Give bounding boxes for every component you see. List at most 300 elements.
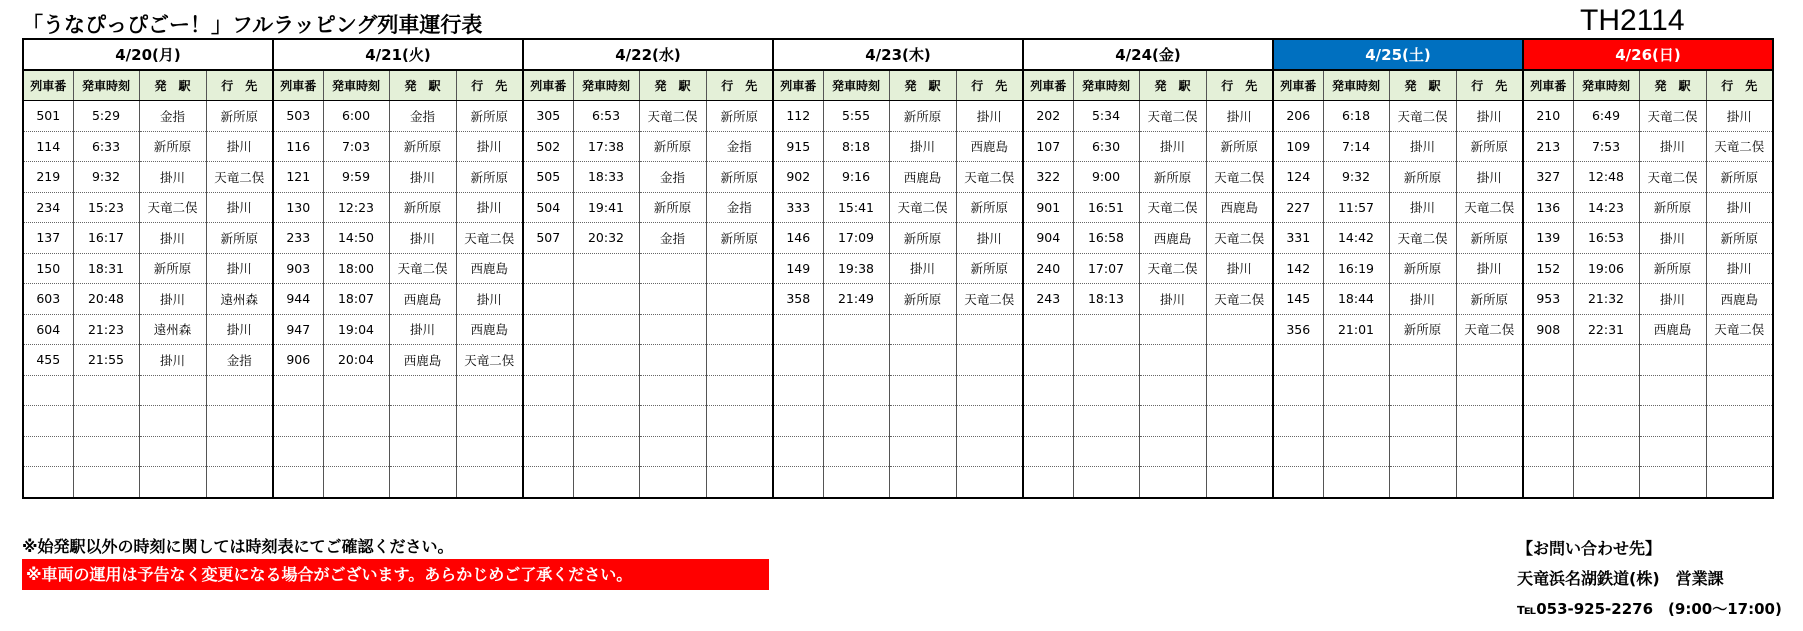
table-cell: 新所原 xyxy=(956,192,1023,223)
table-cell: 新所原 xyxy=(206,223,273,254)
table-cell: 天竜二俣 xyxy=(1139,192,1206,223)
table-cell xyxy=(1073,436,1139,467)
table-cell: 天竜二俣 xyxy=(1706,314,1773,345)
contact-heading: 【お問い合わせ先】 xyxy=(1517,539,1662,558)
table-cell: 金指 xyxy=(639,223,706,254)
table-cell: 掛川 xyxy=(1389,131,1456,162)
table-cell xyxy=(73,375,139,406)
day-header: 4/22(水) xyxy=(523,39,773,70)
table-cell: 603 xyxy=(23,284,73,315)
table-cell xyxy=(1206,436,1273,467)
table-cell: 502 xyxy=(523,131,573,162)
table-cell xyxy=(956,345,1023,376)
table-cell xyxy=(823,406,889,437)
table-cell: 掛川 xyxy=(456,284,523,315)
table-cell: 109 xyxy=(1273,131,1323,162)
table-cell xyxy=(1456,467,1523,498)
table-cell: 953 xyxy=(1523,284,1573,315)
table-cell xyxy=(706,375,773,406)
table-cell xyxy=(823,314,889,345)
table-cell: 915 xyxy=(773,131,823,162)
table-cell xyxy=(889,345,956,376)
table-cell xyxy=(706,345,773,376)
table-cell: 213 xyxy=(1523,131,1573,162)
table-cell xyxy=(639,436,706,467)
table-cell xyxy=(23,375,73,406)
table-cell: 21:32 xyxy=(1573,284,1639,315)
table-cell: 新所原 xyxy=(956,253,1023,284)
table-cell xyxy=(1706,345,1773,376)
table-cell: 新所原 xyxy=(706,223,773,254)
table-cell xyxy=(956,314,1023,345)
table-cell xyxy=(573,467,639,498)
table-cell xyxy=(1706,406,1773,437)
table-cell: 604 xyxy=(23,314,73,345)
table-cell: 新所原 xyxy=(639,192,706,223)
day-header: 4/23(木) xyxy=(773,39,1023,70)
table-cell: 356 xyxy=(1273,314,1323,345)
table-cell: 107 xyxy=(1023,131,1073,162)
table-cell xyxy=(773,406,823,437)
table-cell: 天竜二俣 xyxy=(1139,101,1206,132)
table-cell: 掛川 xyxy=(1639,131,1706,162)
table-cell xyxy=(73,406,139,437)
table-cell: 新所原 xyxy=(889,223,956,254)
table-cell: 掛川 xyxy=(206,131,273,162)
table-cell: 西鹿島 xyxy=(456,314,523,345)
table-cell xyxy=(573,253,639,284)
table-cell: 西鹿島 xyxy=(1706,284,1773,315)
table-row xyxy=(23,253,1773,284)
table-cell xyxy=(1323,436,1389,467)
table-cell xyxy=(1639,375,1706,406)
table-row xyxy=(23,314,1773,345)
column-header: 行 先 xyxy=(1706,70,1773,101)
table-cell xyxy=(1273,345,1323,376)
table-cell xyxy=(206,406,273,437)
table-cell xyxy=(773,314,823,345)
table-cell: 17:09 xyxy=(823,223,889,254)
table-cell: 20:48 xyxy=(73,284,139,315)
table-cell xyxy=(389,436,456,467)
table-cell: 19:41 xyxy=(573,192,639,223)
table-cell: 15:41 xyxy=(823,192,889,223)
table-row xyxy=(23,223,1773,254)
table-cell: 掛川 xyxy=(206,314,273,345)
table-cell xyxy=(456,436,523,467)
table-cell xyxy=(706,436,773,467)
table-cell xyxy=(323,436,389,467)
table-cell: 新所原 xyxy=(206,101,273,132)
table-cell: 天竜二俣 xyxy=(1639,101,1706,132)
table-cell: 天竜二俣 xyxy=(1206,223,1273,254)
table-cell: 6:18 xyxy=(1323,101,1389,132)
column-header: 列車番 xyxy=(1523,70,1573,101)
table-cell xyxy=(23,436,73,467)
table-cell xyxy=(1073,314,1139,345)
table-cell xyxy=(1273,436,1323,467)
table-cell: 新所原 xyxy=(1639,192,1706,223)
table-cell xyxy=(1139,375,1206,406)
table-cell: 902 xyxy=(773,162,823,193)
column-header: 発 駅 xyxy=(889,70,956,101)
table-cell xyxy=(1273,467,1323,498)
table-cell: 243 xyxy=(1023,284,1073,315)
table-cell xyxy=(523,406,573,437)
table-cell: 944 xyxy=(273,284,323,315)
table-cell xyxy=(273,467,323,498)
table-cell xyxy=(1389,406,1456,437)
table-cell: 12:48 xyxy=(1573,162,1639,193)
table-cell: 掛川 xyxy=(139,223,206,254)
table-row xyxy=(23,162,1773,193)
table-cell xyxy=(1639,467,1706,498)
table-cell xyxy=(1023,467,1073,498)
table-cell: 掛川 xyxy=(1139,284,1206,315)
table-cell: 14:42 xyxy=(1323,223,1389,254)
table-cell: 17:07 xyxy=(1073,253,1139,284)
table-cell xyxy=(523,253,573,284)
table-row xyxy=(23,345,1773,376)
table-cell: 金指 xyxy=(389,101,456,132)
table-row xyxy=(23,436,1773,467)
table-cell: 新所原 xyxy=(1389,162,1456,193)
day-header: 4/26(日) xyxy=(1523,39,1773,70)
table-cell xyxy=(273,375,323,406)
table-cell: 新所原 xyxy=(889,101,956,132)
table-cell: 西鹿島 xyxy=(456,253,523,284)
table-cell: 146 xyxy=(773,223,823,254)
table-cell xyxy=(139,436,206,467)
table-cell: 掛川 xyxy=(206,192,273,223)
column-header: 発 駅 xyxy=(139,70,206,101)
table-cell xyxy=(823,436,889,467)
column-header: 列車番 xyxy=(1273,70,1323,101)
contact-org: 天竜浜名湖鉄道(株) 営業課 xyxy=(1517,569,1724,588)
column-header: 行 先 xyxy=(206,70,273,101)
table-cell xyxy=(706,406,773,437)
table-cell xyxy=(1023,406,1073,437)
table-cell: 天竜二俣 xyxy=(1456,192,1523,223)
table-cell: 9:16 xyxy=(823,162,889,193)
table-cell: 6:00 xyxy=(323,101,389,132)
table-cell: 904 xyxy=(1023,223,1073,254)
table-cell: 天竜二俣 xyxy=(139,192,206,223)
day-header: 4/21(火) xyxy=(273,39,523,70)
table-cell xyxy=(773,467,823,498)
table-cell xyxy=(1139,467,1206,498)
table-cell: 455 xyxy=(23,345,73,376)
table-cell: 17:38 xyxy=(573,131,639,162)
table-cell: 219 xyxy=(23,162,73,193)
table-cell xyxy=(206,467,273,498)
table-cell xyxy=(1139,406,1206,437)
table-row xyxy=(23,284,1773,315)
table-cell xyxy=(1206,375,1273,406)
table-cell: 20:04 xyxy=(323,345,389,376)
table-row xyxy=(23,131,1773,162)
table-cell xyxy=(1139,345,1206,376)
table-cell: 新所原 xyxy=(1139,162,1206,193)
table-cell xyxy=(573,406,639,437)
table-cell: 139 xyxy=(1523,223,1573,254)
table-cell: 18:13 xyxy=(1073,284,1139,315)
table-cell xyxy=(639,406,706,437)
table-cell: 16:17 xyxy=(73,223,139,254)
column-header: 列車番 xyxy=(773,70,823,101)
table-cell xyxy=(639,284,706,315)
table-cell xyxy=(206,436,273,467)
table-cell: 121 xyxy=(273,162,323,193)
table-cell xyxy=(1573,345,1639,376)
table-cell: 7:53 xyxy=(1573,131,1639,162)
table-cell xyxy=(639,314,706,345)
table-cell: 16:19 xyxy=(1323,253,1389,284)
table-cell xyxy=(1639,345,1706,376)
table-cell: 掛川 xyxy=(206,253,273,284)
column-header-row xyxy=(23,70,1773,101)
table-cell xyxy=(1456,436,1523,467)
table-cell: 305 xyxy=(523,101,573,132)
page-title: 「うなぴっぴごー！」フルラッピング列車運行表 xyxy=(22,13,483,37)
table-cell: 20:32 xyxy=(573,223,639,254)
table-cell xyxy=(206,375,273,406)
table-cell xyxy=(323,406,389,437)
table-cell xyxy=(1389,375,1456,406)
table-cell: 掛川 xyxy=(456,192,523,223)
table-cell xyxy=(73,436,139,467)
table-cell xyxy=(1323,406,1389,437)
table-cell: 6:49 xyxy=(1573,101,1639,132)
table-cell: 西鹿島 xyxy=(389,284,456,315)
table-cell: 天竜二俣 xyxy=(1389,101,1456,132)
table-cell xyxy=(456,406,523,437)
table-cell: 234 xyxy=(23,192,73,223)
table-cell: 18:07 xyxy=(323,284,389,315)
table-cell: 142 xyxy=(1273,253,1323,284)
table-cell xyxy=(1023,375,1073,406)
table-cell xyxy=(1206,314,1273,345)
table-cell: 天竜二俣 xyxy=(206,162,273,193)
table-cell: 19:38 xyxy=(823,253,889,284)
table-cell: 新所原 xyxy=(1456,131,1523,162)
table-cell: 天竜二俣 xyxy=(1456,314,1523,345)
table-cell: 5:34 xyxy=(1073,101,1139,132)
table-cell xyxy=(1573,375,1639,406)
table-cell: 947 xyxy=(273,314,323,345)
contact-block xyxy=(1517,534,1782,624)
table-cell xyxy=(773,345,823,376)
table-cell xyxy=(1023,345,1073,376)
table-cell xyxy=(706,467,773,498)
table-cell: 天竜二俣 xyxy=(956,284,1023,315)
table-cell: 掛川 xyxy=(956,223,1023,254)
table-cell: 天竜二俣 xyxy=(1639,162,1706,193)
table-cell xyxy=(389,406,456,437)
table-cell: 新所原 xyxy=(1706,223,1773,254)
table-cell: 金指 xyxy=(706,192,773,223)
table-cell: 240 xyxy=(1023,253,1073,284)
table-cell xyxy=(823,375,889,406)
table-cell xyxy=(523,375,573,406)
table-cell xyxy=(889,406,956,437)
day-header: 4/24(金) xyxy=(1023,39,1273,70)
table-cell: 358 xyxy=(773,284,823,315)
table-cell xyxy=(639,375,706,406)
table-cell: 掛川 xyxy=(139,162,206,193)
schedule-code: TH2114 xyxy=(1580,4,1685,37)
table-cell: 227 xyxy=(1273,192,1323,223)
table-row xyxy=(23,406,1773,437)
table-cell: 西鹿島 xyxy=(1139,223,1206,254)
table-cell: 掛川 xyxy=(889,131,956,162)
table-cell xyxy=(1573,467,1639,498)
table-cell: 西鹿島 xyxy=(956,131,1023,162)
table-cell: 金指 xyxy=(639,162,706,193)
table-cell xyxy=(639,253,706,284)
day-header: 4/20(月) xyxy=(23,39,273,70)
table-cell xyxy=(1139,314,1206,345)
table-cell: 149 xyxy=(773,253,823,284)
table-cell xyxy=(1273,375,1323,406)
column-header: 列車番 xyxy=(1023,70,1073,101)
table-cell: 18:33 xyxy=(573,162,639,193)
table-cell: 903 xyxy=(273,253,323,284)
table-cell: 新所原 xyxy=(389,192,456,223)
table-cell xyxy=(23,406,73,437)
table-cell: 新所原 xyxy=(1456,223,1523,254)
table-cell xyxy=(1523,375,1573,406)
table-cell xyxy=(523,314,573,345)
table-cell xyxy=(706,253,773,284)
table-cell: 116 xyxy=(273,131,323,162)
table-cell xyxy=(1323,345,1389,376)
table-cell: 22:31 xyxy=(1573,314,1639,345)
table-cell: 金指 xyxy=(706,131,773,162)
table-cell: 新所原 xyxy=(889,284,956,315)
table-cell: 11:57 xyxy=(1323,192,1389,223)
note-change-warning: ※車両の運用は予告なく変更になる場合がございます。あらかじめご了承ください。 xyxy=(22,559,769,590)
table-cell: 西鹿島 xyxy=(389,345,456,376)
table-cell: 7:14 xyxy=(1323,131,1389,162)
table-cell: 掛川 xyxy=(389,162,456,193)
table-cell: 掛川 xyxy=(956,101,1023,132)
table-cell: 掛川 xyxy=(1456,253,1523,284)
table-cell: 天竜二俣 xyxy=(1706,131,1773,162)
column-header: 発車時刻 xyxy=(323,70,389,101)
table-row xyxy=(23,192,1773,223)
table-cell: 掛川 xyxy=(1206,101,1273,132)
table-cell: 掛川 xyxy=(1639,284,1706,315)
table-cell: 新所原 xyxy=(1389,314,1456,345)
table-cell xyxy=(1706,436,1773,467)
table-cell: 7:03 xyxy=(323,131,389,162)
table-cell xyxy=(956,467,1023,498)
column-header: 発 駅 xyxy=(389,70,456,101)
table-cell xyxy=(1706,467,1773,498)
table-cell: 天竜二俣 xyxy=(956,162,1023,193)
table-cell: 19:04 xyxy=(323,314,389,345)
table-cell: 16:53 xyxy=(1573,223,1639,254)
table-cell: 8:18 xyxy=(823,131,889,162)
table-cell xyxy=(823,345,889,376)
table-cell xyxy=(1206,406,1273,437)
table-cell: 6:30 xyxy=(1073,131,1139,162)
column-header: 発 駅 xyxy=(1139,70,1206,101)
table-cell xyxy=(1456,375,1523,406)
table-cell: 新所原 xyxy=(1456,284,1523,315)
table-cell xyxy=(1456,345,1523,376)
table-cell xyxy=(1073,345,1139,376)
table-cell xyxy=(889,436,956,467)
table-cell xyxy=(1206,345,1273,376)
table-cell: 金指 xyxy=(206,345,273,376)
column-header: 列車番 xyxy=(273,70,323,101)
table-cell xyxy=(639,345,706,376)
table-cell: 908 xyxy=(1523,314,1573,345)
table-row xyxy=(23,101,1773,132)
table-cell xyxy=(889,467,956,498)
table-cell: 新所原 xyxy=(456,162,523,193)
table-cell xyxy=(956,406,1023,437)
table-cell: 掛川 xyxy=(389,223,456,254)
table-cell: 504 xyxy=(523,192,573,223)
table-cell: 掛川 xyxy=(139,284,206,315)
table-cell: 21:55 xyxy=(73,345,139,376)
column-header: 行 先 xyxy=(1456,70,1523,101)
table-cell: 333 xyxy=(773,192,823,223)
table-cell xyxy=(1323,375,1389,406)
column-header: 行 先 xyxy=(706,70,773,101)
table-cell: 210 xyxy=(1523,101,1573,132)
table-cell: 西鹿島 xyxy=(1639,314,1706,345)
column-header: 行 先 xyxy=(456,70,523,101)
table-cell xyxy=(23,467,73,498)
day-header: 4/25(土) xyxy=(1273,39,1523,70)
table-cell xyxy=(389,375,456,406)
table-cell: 14:23 xyxy=(1573,192,1639,223)
table-cell: 503 xyxy=(273,101,323,132)
table-cell: 掛川 xyxy=(1389,284,1456,315)
table-cell xyxy=(456,375,523,406)
table-cell: 16:58 xyxy=(1073,223,1139,254)
column-header: 行 先 xyxy=(1206,70,1273,101)
schedule-table xyxy=(22,38,1774,499)
table-cell: 327 xyxy=(1523,162,1573,193)
table-cell: 天竜二俣 xyxy=(389,253,456,284)
table-cell xyxy=(1073,406,1139,437)
table-cell: 新所原 xyxy=(1389,253,1456,284)
table-cell: 114 xyxy=(23,131,73,162)
column-header: 発車時刻 xyxy=(1073,70,1139,101)
table-cell xyxy=(1023,314,1073,345)
table-cell xyxy=(1323,467,1389,498)
table-cell xyxy=(1389,436,1456,467)
table-cell xyxy=(889,375,956,406)
table-cell: 18:44 xyxy=(1323,284,1389,315)
table-cell: 掛川 xyxy=(1456,162,1523,193)
table-cell: 21:49 xyxy=(823,284,889,315)
table-cell xyxy=(139,375,206,406)
table-cell: 9:32 xyxy=(73,162,139,193)
table-cell xyxy=(956,375,1023,406)
table-cell: 206 xyxy=(1273,101,1323,132)
table-cell: 507 xyxy=(523,223,573,254)
table-cell xyxy=(1706,375,1773,406)
table-cell xyxy=(573,436,639,467)
table-cell: 新所原 xyxy=(456,101,523,132)
table-cell: 15:23 xyxy=(73,192,139,223)
